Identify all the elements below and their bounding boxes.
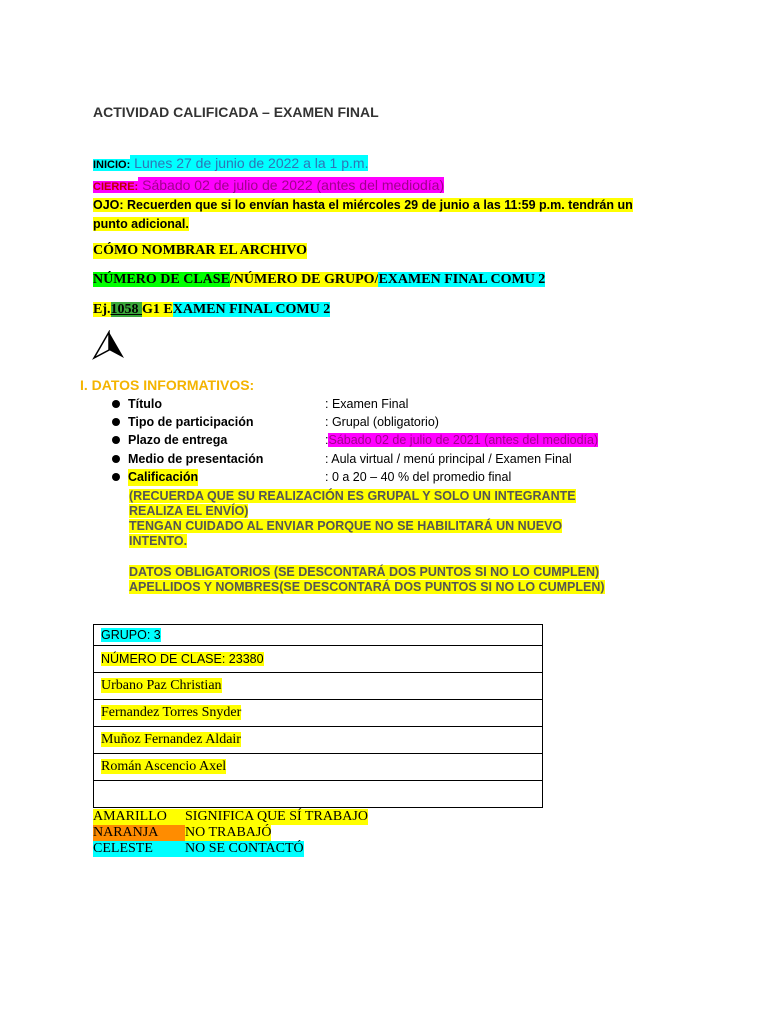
info-item-tipo xyxy=(112,414,439,431)
example-exam: XAMEN FINAL COMU 2 xyxy=(172,302,331,317)
table-cell xyxy=(94,754,543,781)
naming-part-group: /NÚMERO DE GRUPO/ xyxy=(229,272,379,287)
legend-key: NARANJA xyxy=(93,825,185,841)
warning-line: APELLIDOS Y NOMBRES(SE DESCONTARÁ DOS PUNTOS SI NO LO CUMPLEN) xyxy=(129,580,605,594)
ojo-note xyxy=(93,196,683,234)
info-label: Tipo de participación xyxy=(128,415,254,429)
example-prefix: Ej. xyxy=(93,302,111,317)
info-item-calificacion xyxy=(112,469,512,486)
inicio-value: Lunes 27 de junio de 2022 a la 1 p.m. xyxy=(130,155,369,171)
table-row xyxy=(94,646,543,673)
info-value: : Examen Final xyxy=(325,397,409,411)
bullet-icon xyxy=(112,455,120,463)
table-row xyxy=(94,625,543,646)
info-label: Medio de presentación xyxy=(128,452,264,466)
bullet-icon xyxy=(112,473,120,481)
legend-orange xyxy=(93,825,271,841)
table-cell xyxy=(94,625,543,646)
legend-key: AMARILLO xyxy=(93,809,185,825)
bullet-icon xyxy=(112,418,120,426)
document-title: ACTIVIDAD CALIFICADA – EXAMEN FINAL xyxy=(93,104,379,120)
table-row xyxy=(94,727,543,754)
table-cell xyxy=(94,673,543,700)
cierre-label: CIERRE: xyxy=(93,181,139,193)
warning-line: INTENTO. xyxy=(129,534,188,548)
navigation-arrow-icon xyxy=(92,330,126,360)
bullet-icon xyxy=(112,436,120,444)
table-cell-empty xyxy=(94,781,543,808)
group-table xyxy=(93,624,543,808)
table-cell xyxy=(94,700,543,727)
example-group: G1 E xyxy=(142,302,173,317)
table-row xyxy=(94,700,543,727)
naming-pattern xyxy=(93,272,545,288)
info-value: : Aula virtual / menú principal / Examen Final xyxy=(325,452,572,466)
legend-text: NO SE CONTACTÓ xyxy=(185,841,304,856)
example-number: 1058 xyxy=(110,302,142,317)
cierre-value: Sábado 02 de julio de 2022 (antes del mediodía) xyxy=(138,177,445,193)
section-heading: I. DATOS INFORMATIVOS: xyxy=(80,377,255,393)
member-name: Muñoz Fernandez Aldair xyxy=(101,732,241,747)
info-item-titulo xyxy=(112,396,409,413)
table-row xyxy=(94,673,543,700)
naming-part-exam: EXAMEN FINAL COMU 2 xyxy=(378,272,546,287)
naming-example xyxy=(93,302,330,318)
info-item-medio xyxy=(112,451,572,468)
info-label: Plazo de entrega xyxy=(128,433,228,447)
info-value xyxy=(325,432,598,449)
warning-line: (RECUERDA QUE SU REALIZACIÓN ES GRUPAL Y SOLO UN INTEGRANTE xyxy=(129,489,576,503)
member-name: Urbano Paz Christian xyxy=(101,678,222,693)
group-number: GRUPO: 3 xyxy=(101,628,161,642)
info-label: Calificación xyxy=(128,470,199,484)
legend-key: CELESTE xyxy=(93,841,185,857)
naming-part-class: NÚMERO DE CLASE xyxy=(93,272,230,287)
table-row xyxy=(94,754,543,781)
legend-text: SIGNIFICA QUE SÍ TRABAJO xyxy=(185,809,368,824)
info-value: : Grupal (obligatorio) xyxy=(325,415,439,429)
warning-line: DATOS OBLIGATORIOS (SE DESCONTARÁ DOS PUNTOS SI NO LO CUMPLEN) xyxy=(129,565,600,579)
class-number: NÚMERO DE CLASE: 23380 xyxy=(101,652,264,666)
table-row xyxy=(94,781,543,808)
table-cell xyxy=(94,646,543,673)
info-value: : 0 a 20 – 40 % del promedio final xyxy=(325,470,512,484)
legend-cyan xyxy=(93,841,304,857)
inicio-label: INICIO: xyxy=(93,159,131,171)
naming-heading: CÓMO NOMBRAR EL ARCHIVO xyxy=(93,243,308,258)
legend-yellow xyxy=(93,809,368,825)
info-value-prefix: : xyxy=(325,433,329,447)
bullet-icon xyxy=(112,400,120,408)
table-cell xyxy=(94,727,543,754)
warning-line: TENGAN CUIDADO AL ENVIAR PORQUE NO SE HABILITARÁ UN NUEVO xyxy=(129,519,563,533)
member-name: Román Ascencio Axel xyxy=(101,759,227,774)
cierre-line xyxy=(93,177,444,196)
inicio-line xyxy=(93,155,368,174)
info-label: Título xyxy=(128,397,163,411)
warning-line: REALIZA EL ENVÍO) xyxy=(129,504,249,518)
member-name: Fernandez Torres Snyder xyxy=(101,705,242,720)
deadline-highlight: Sábado 02 de julio de 2021 (antes del mediodía) xyxy=(328,433,599,447)
legend-text: NO TRABAJÓ xyxy=(185,825,272,840)
info-item-plazo xyxy=(112,432,599,449)
ojo-line-1: OJO: Recuerden que si lo envían hasta el miércoles 29 de junio a las 11:59 p.m. tendrán un xyxy=(93,198,633,212)
ojo-line-2: punto adicional. xyxy=(93,217,189,231)
